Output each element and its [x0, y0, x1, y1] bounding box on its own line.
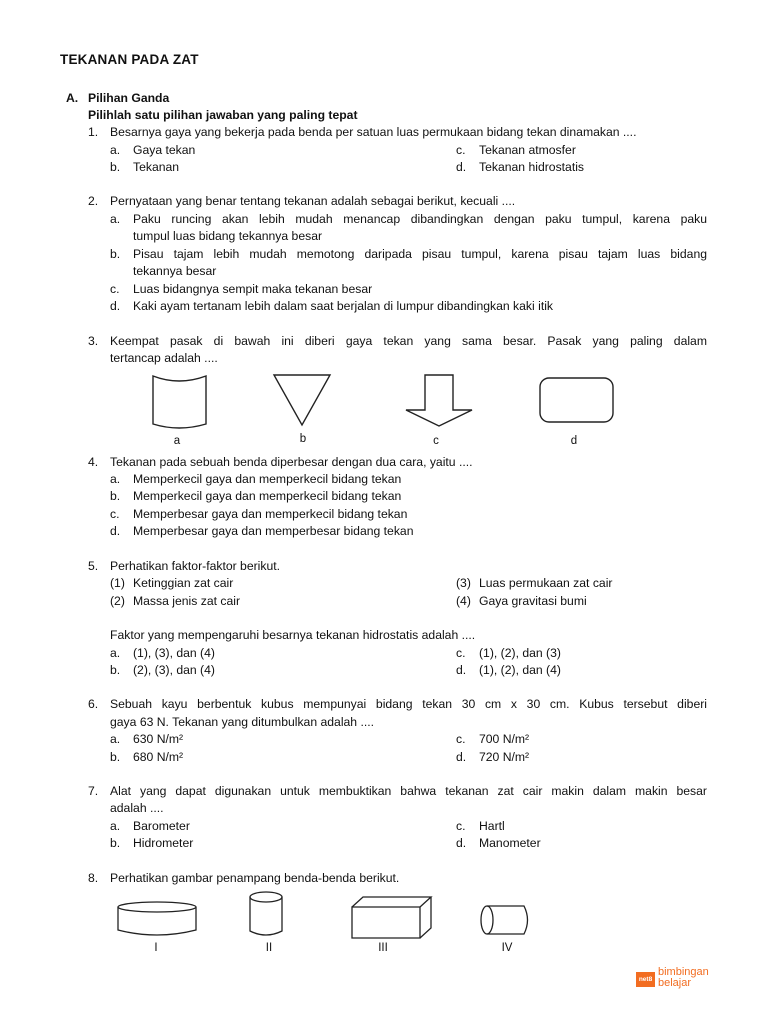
- q4-option-d: Memperbesar gaya dan memperbesar bidang tekan: [133, 524, 414, 538]
- object-ii-tall-cylinder-figure: [248, 890, 288, 940]
- q7-number: 7.: [88, 784, 99, 798]
- q1-option-a: Gaya tekan: [133, 143, 196, 157]
- q2-option-a-key: a.: [110, 212, 121, 226]
- q2-option-a-line1: Paku runcing akan lebih mudah menancap dibandingkan dengan paku tumpul, karena paku: [133, 212, 707, 226]
- brand-logo-line1: bimbingan: [658, 966, 709, 978]
- peg-a-cylinder-figure: [150, 372, 210, 432]
- peg-c-arrow-figure: [404, 373, 476, 429]
- q5-text: Perhatikan faktor-faktor berikut.: [110, 559, 281, 573]
- q6-option-c: 700 N/m²: [479, 732, 530, 746]
- q3-text-line1: Keempat pasak di bawah ini diberi gaya tekan yang sama besar. Pasak yang paling dalam: [110, 334, 707, 348]
- q6-option-d-key: d.: [456, 750, 467, 764]
- q5-option-c: (1), (2), dan (3): [479, 646, 561, 660]
- q7-option-c: Hartl: [479, 819, 505, 833]
- object-label-i: I: [154, 942, 158, 954]
- q3-number: 3.: [88, 334, 99, 348]
- q1-option-b-key: b.: [110, 160, 121, 174]
- q5-factor-3-key: (3): [456, 576, 471, 590]
- q5-factor-1-key: (1): [110, 576, 125, 590]
- q5-factor-4-key: (4): [456, 594, 471, 608]
- peg-d-rectangle-figure: [538, 376, 616, 426]
- q7-option-d: Manometer: [479, 836, 541, 850]
- q8-text: Perhatikan gambar penampang benda-benda berikut.: [110, 871, 400, 885]
- q6-number: 6.: [88, 697, 99, 711]
- q6-option-c-key: c.: [456, 732, 466, 746]
- q1-number: 1.: [88, 125, 99, 139]
- q2-option-d: Kaki ayam tertanam lebih dalam saat berjalan di lumpur dibandingkan kaki itik: [133, 299, 554, 313]
- q3-text-line2: tertancap adalah ....: [110, 351, 218, 365]
- q1-option-d-key: d.: [456, 160, 467, 174]
- object-label-ii: II: [265, 942, 273, 954]
- q5-number: 5.: [88, 559, 99, 573]
- q7-text-line1: Alat yang dapat digunakan untuk membuktikan bahwa tekanan zat cair makin dalam makin besar: [110, 784, 707, 798]
- q7-option-b: Hidrometer: [133, 836, 194, 850]
- q5-option-c-key: c.: [456, 646, 466, 660]
- q2-option-d-key: d.: [110, 299, 121, 313]
- q4-option-a-key: a.: [110, 472, 121, 486]
- q4-option-a: Memperkecil gaya dan memperkecil bidang tekan: [133, 472, 402, 486]
- q5-option-d: (1), (2), dan (4): [479, 663, 561, 677]
- q4-option-d-key: d.: [110, 524, 121, 538]
- peg-b-triangle-figure: [272, 373, 334, 429]
- q7-option-c-key: c.: [456, 819, 466, 833]
- q5-option-b-key: b.: [110, 663, 121, 677]
- q7-option-a: Barometer: [133, 819, 190, 833]
- q6-text-line2: gaya 63 N. Tekanan yang ditumbulkan adalah ....: [110, 715, 375, 729]
- peg-label-b: b: [299, 433, 307, 445]
- q5-factor-2: Massa jenis zat cair: [133, 594, 241, 608]
- q6-option-a: 630 N/m²: [133, 732, 184, 746]
- q6-option-b: 680 N/m²: [133, 750, 184, 764]
- q5-option-a-key: a.: [110, 646, 121, 660]
- q4-text: Tekanan pada sebuah benda diperbesar dengan dua cara, yaitu ....: [110, 455, 473, 469]
- q5-factor-3: Luas permukaan zat cair: [479, 576, 613, 590]
- section-letter: A.: [66, 91, 79, 105]
- object-iv-lying-cylinder-figure: [478, 903, 534, 939]
- page-title: TEKANAN PADA ZAT: [60, 52, 199, 67]
- brand-logo-line2: belajar: [658, 977, 692, 989]
- q1-option-c: Tekanan atmosfer: [479, 143, 576, 157]
- q2-number: 2.: [88, 194, 99, 208]
- peg-label-a: a: [173, 435, 181, 447]
- q7-option-a-key: a.: [110, 819, 121, 833]
- q7-text-line2: adalah ....: [110, 801, 164, 815]
- q5-factor-2-key: (2): [110, 594, 125, 608]
- section-name: Pilihan Ganda: [88, 91, 170, 105]
- q2-option-c: Luas bidangnya sempit maka tekanan besar: [133, 282, 373, 296]
- object-label-iv: IV: [501, 942, 513, 954]
- q1-option-d: Tekanan hidrostatis: [479, 160, 585, 174]
- q7-option-b-key: b.: [110, 836, 121, 850]
- q5-option-d-key: d.: [456, 663, 467, 677]
- q6-option-b-key: b.: [110, 750, 121, 764]
- q4-option-c: Memperbesar gaya dan memperkecil bidang tekan: [133, 507, 408, 521]
- q1-option-a-key: a.: [110, 143, 121, 157]
- q5-option-a: (1), (3), dan (4): [133, 646, 215, 660]
- q8-number: 8.: [88, 871, 99, 885]
- q2-option-c-key: c.: [110, 282, 120, 296]
- q6-text-line1: Sebuah kayu berbentuk kubus mempunyai bidang tekan 30 cm x 30 cm. Kubus tersebut diberi: [110, 697, 707, 711]
- object-iii-box-figure: [350, 895, 436, 941]
- q2-text: Pernyataan yang benar tentang tekanan adalah sebagai berikut, kecuali ....: [110, 194, 516, 208]
- q1-text: Besarnya gaya yang bekerja pada benda per satuan luas permukaan bidang tekan dinamakan ....: [110, 125, 637, 139]
- q5-text-2: Faktor yang mempengaruhi besarnya tekanan hidrostatis adalah ....: [110, 628, 476, 642]
- section-instruction: Pilihlah satu pilihan jawaban yang paling tepat: [88, 108, 358, 122]
- q6-option-d: 720 N/m²: [479, 750, 530, 764]
- peg-label-c: c: [433, 435, 439, 447]
- q4-number: 4.: [88, 455, 99, 469]
- q1-option-c-key: c.: [456, 143, 466, 157]
- object-label-iii: III: [378, 942, 388, 954]
- q4-option-b-key: b.: [110, 489, 121, 503]
- q2-option-a-line2: tumpul luas bidang tekannya besar: [133, 229, 323, 243]
- q2-option-b-line1: Pisau tajam lebih mudah memotong daripada pisau tumpul, karena pisau tajam luas bidang: [133, 247, 707, 261]
- q6-option-a-key: a.: [110, 732, 121, 746]
- brand-logo-badge: net8: [636, 972, 655, 987]
- brand-logo: [636, 966, 712, 990]
- q7-option-d-key: d.: [456, 836, 467, 850]
- q4-option-b: Memperkecil gaya dan memperkecil bidang tekan: [133, 489, 402, 503]
- q2-option-b-key: b.: [110, 247, 121, 261]
- q4-option-c-key: c.: [110, 507, 120, 521]
- q5-factor-1: Ketinggian zat cair: [133, 576, 234, 590]
- q5-option-b: (2), (3), dan (4): [133, 663, 215, 677]
- peg-label-d: d: [570, 435, 578, 447]
- q2-option-b-line2: tekannya besar: [133, 264, 217, 278]
- object-i-flat-cylinder-figure: [116, 900, 200, 940]
- q5-factor-4: Gaya gravitasi bumi: [479, 594, 587, 608]
- q1-option-b: Tekanan: [133, 160, 180, 174]
